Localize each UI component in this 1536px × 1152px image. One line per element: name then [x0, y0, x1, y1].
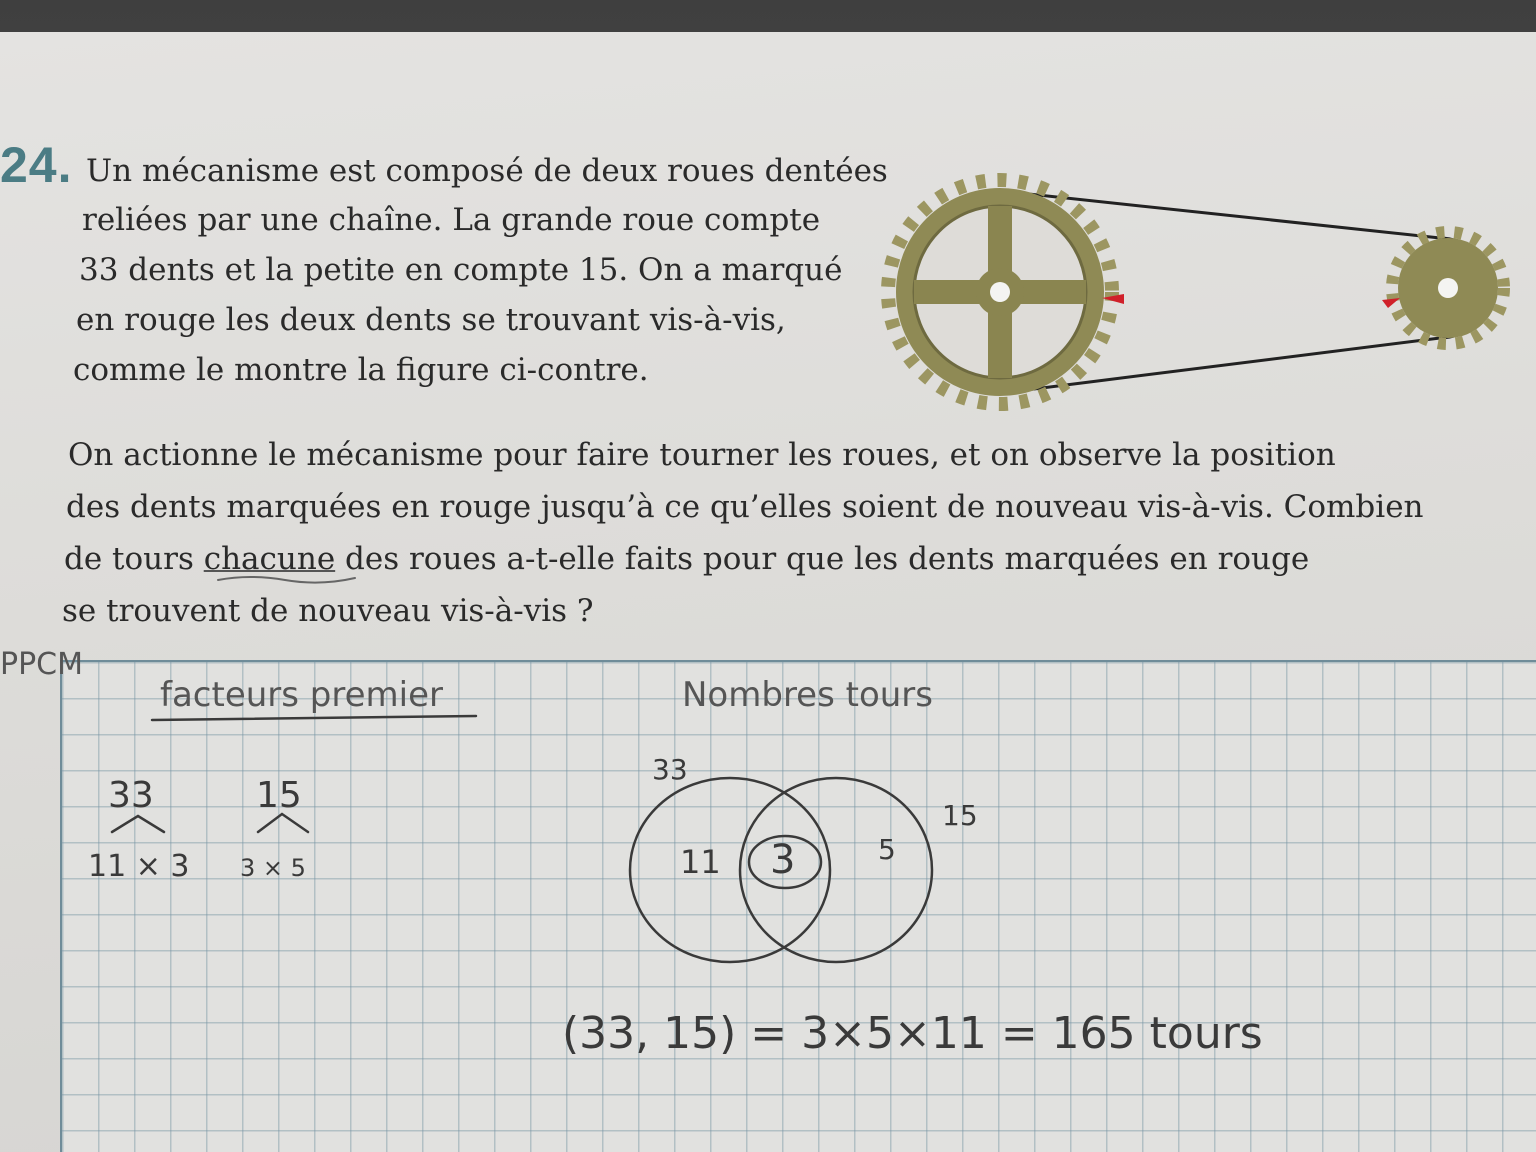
right-heading: Nombres tours: [682, 675, 933, 715]
question-line-1: On actionne le mécanisme pour faire tourner les roues, et on observe la position: [68, 437, 1336, 473]
gear-chain-figure: [870, 170, 1520, 420]
venn-center: 3: [770, 837, 796, 883]
venn-label-right: 15: [942, 799, 978, 832]
underlined-word: chacune: [203, 541, 336, 577]
result-line: (33, 15) = 3×5×11 = 165 tours: [562, 1008, 1263, 1059]
question-line-2: des dents marquées en rouge jusqu’à ce qu’elles soient de nouveau vis-à-vis. Combien: [66, 489, 1424, 525]
problem-line-4: en rouge les deux dents se trouvant vis-à-vis,: [76, 302, 786, 338]
red-tooth-small: [1382, 298, 1400, 308]
small-gear-icon: [1392, 232, 1504, 344]
left-heading: facteurs premier: [160, 675, 443, 715]
problem-line-1: Un mécanisme est composé de deux roues dentées: [86, 153, 888, 189]
large-gear-icon: [888, 180, 1112, 404]
venn-left-only: 11: [680, 843, 721, 881]
question-line-3: [64, 541, 1310, 577]
tree1-top: 33: [108, 775, 154, 816]
tree2-top: 15: [256, 775, 302, 816]
problem-line-2: reliées par une chaîne. La grande roue compte: [82, 202, 821, 238]
problem-line-3: 33 dents et la petite en compte 15. On a marqué: [79, 252, 843, 288]
tree2-bottom: 3 × 5: [240, 854, 306, 882]
venn-label-left: 33: [652, 753, 688, 786]
question-line-3-end: des roues a-t-elle faits pour que les dents marquées en rouge: [335, 541, 1310, 577]
problem-number: 24.: [0, 137, 73, 193]
venn-right-only: 5: [878, 833, 896, 866]
question-line-4: se trouvent de nouveau vis-à-vis ?: [62, 593, 594, 629]
problem-line-5: comme le montre la figure ci-contre.: [73, 352, 649, 388]
grid-paper-answer-area: [60, 660, 1536, 1152]
tree1-bottom: 11 × 3: [88, 849, 190, 884]
margin-note: PPCM: [0, 647, 84, 682]
question-line-3-start: de tours: [64, 541, 204, 577]
